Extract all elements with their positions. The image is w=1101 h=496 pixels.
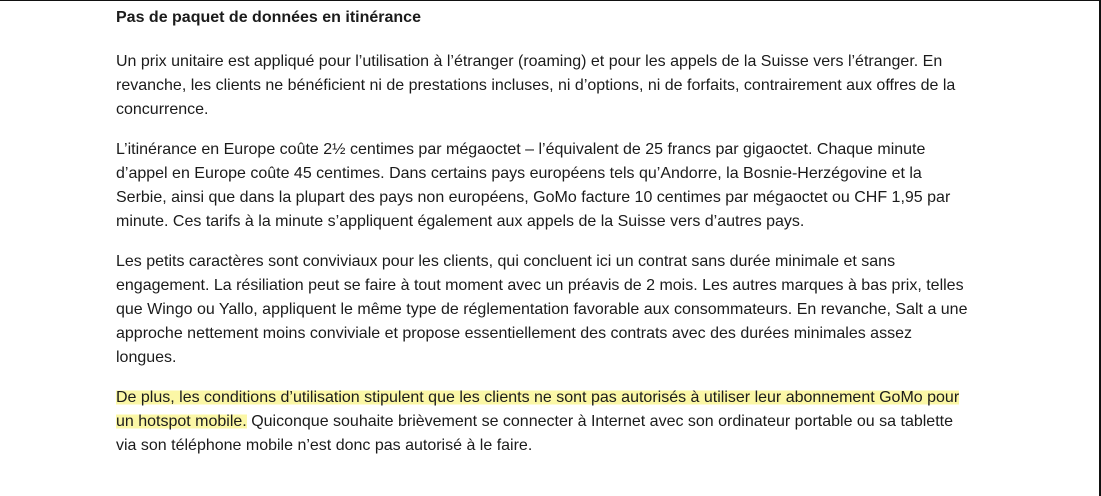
paragraph-roaming-pricing: Un prix unitaire est appliqué pour l’utilisation à l’étranger (roaming) et pour les appels de la Suisse vers l’étranger. En revanche, les clients ne bénéficient ni de prestations incluses, ni d’options, ni de forfaits, contrairement aux offres de la concurrence.: [116, 53, 956, 118]
highlighted-text: De plus, les conditions d’utilisation stipulent que les clients ne sont pas autorisés à utiliser leur abonnement GoMo pour un hotspot mobile.: [116, 389, 960, 430]
paragraph-hotspot: [116, 386, 976, 458]
paragraph-contract-terms-text: Les petits caractères sont conviviaux pour les clients, qui concluent ici un contrat sans durée minimale et sans engagement. La résiliation peut se faire à tout moment avec un préavis de 2 mois. Les autres marques à bas prix, telles que Wingo ou Yallo, appliquent le même type de réglementation favorable aux consommateurs. En revanche, Salt a une approche nettement moins conviviale et propose essentiellement des contrats avec des durées minimales assez longues.: [116, 253, 968, 366]
paragraph-contract-terms: [116, 250, 976, 370]
paragraph-hotspot-rest: Quiconque souhaite brièvement se connecter à Internet avec son ordinateur portable ou sa tablette via son téléphone mobile n’est donc pas autorisé à le faire.: [116, 413, 953, 454]
article-body: [116, 8, 976, 474]
paragraph-europe-rates: L’itinérance en Europe coûte 2½ centimes par mégaoctet – l’équivalent de 25 francs par gigaoctet. Chaque minute d’appel en Europe coûte 45 centimes. Dans certains pays européens tels qu’Andorre, la Bosnie-Herzégovine et la Serbie, ainsi que dans la plupart des pays non européens, GoMo facture 10 centimes par mégaoctet ou CHF 1,95 par minute. Ces tarifs à la minute s’appliquent également aux appels de la Suisse vers d’autres pays.: [116, 141, 951, 230]
section-heading: Pas de paquet de données en itinérance: [116, 9, 421, 26]
top-border: [0, 0, 1101, 1]
